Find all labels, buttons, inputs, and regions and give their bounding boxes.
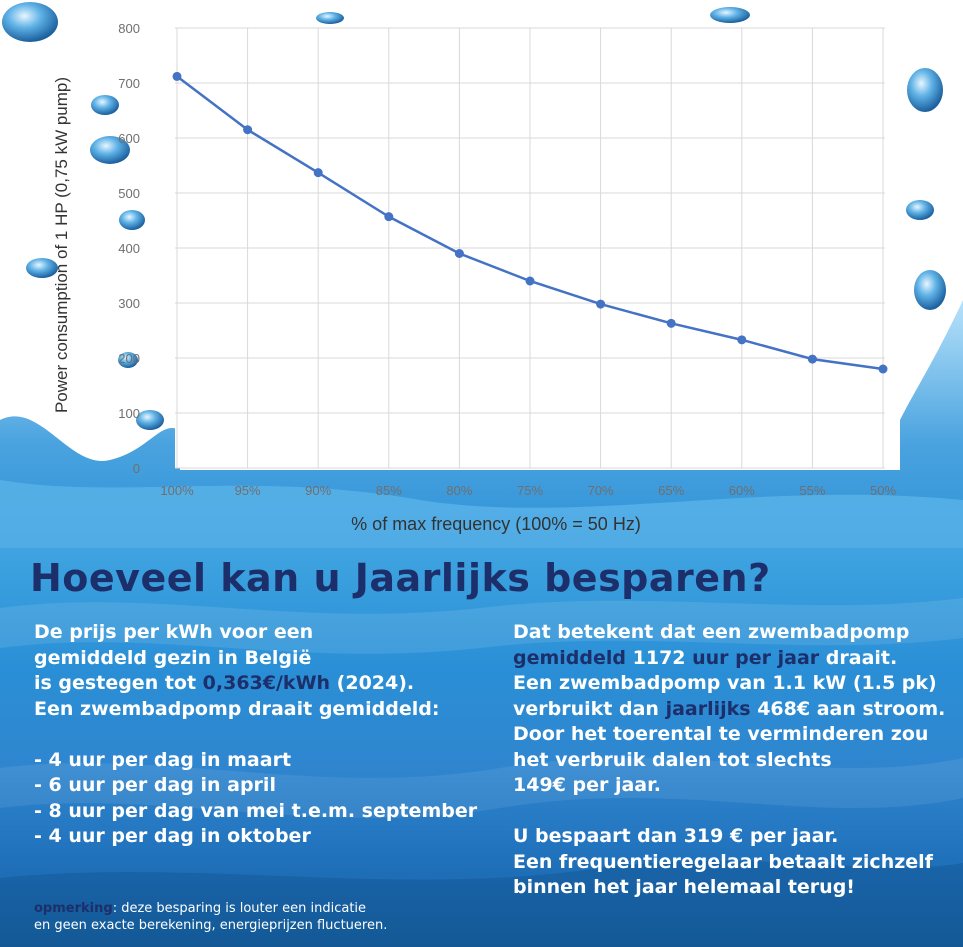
x-tick-label: 75% [516,483,544,498]
price-highlight: 0,363€/kWh [202,672,331,694]
x-tick-label: 95% [234,483,261,498]
data-point [455,249,464,258]
text-line: Een zwembadpomp draait gemiddeld: [34,697,440,720]
y-axis-title: Power consumption of 1 HP (0,75 kW pump) [52,76,71,414]
y-tick-label: 600 [118,131,140,146]
x-axis-title: % of max frequency (100% = 50 Hz) [351,514,641,534]
text-part: verbruikt dan [513,697,666,720]
x-tick-label: 55% [799,483,826,498]
spacer [34,722,504,748]
x-tick-label: 50% [869,483,897,498]
text-line: U bespaart dan 319 € per jaar. [513,825,839,847]
left-column [34,620,504,850]
x-tick-label: 65% [658,483,685,498]
x-tick-label: 80% [446,483,473,498]
footnote-label: opmerking [34,901,113,916]
text-line [513,646,958,672]
text-part: 468€ aan stroom. [750,697,946,720]
text-line [34,671,504,697]
y-tick-label: 300 [118,296,140,311]
list-item: - 4 uur per dag in oktober [34,825,311,847]
list-item: - 6 uur per dag in april [34,774,276,796]
y-tick-label: 800 [118,21,140,36]
headline: Hoeveel kan u Jaarlijks besparen? [30,556,771,600]
text-part: is gestegen tot [34,672,203,694]
y-tick-label: 400 [118,241,140,256]
text-line: Door het toerental te verminderen zou [513,723,929,745]
text-line: De prijs per kWh voor een [34,621,314,643]
y-tick-label: 500 [118,186,140,201]
x-tick-label: 70% [587,483,614,498]
data-point [879,365,888,374]
x-tick-label: 85% [375,483,402,498]
data-point [667,319,676,328]
y-tick-label: 0 [132,461,140,476]
x-tick-label: 60% [728,483,755,498]
x-tick-label: 100% [160,483,194,498]
data-point [596,300,605,309]
text-part: uur per jaar [685,646,820,669]
right-column [513,620,958,901]
text-part: draait. [819,646,898,669]
text-line: 149€ per jaar. [513,774,662,796]
text-line: Een frequentieregelaar betaalt zichzelf [513,850,933,873]
text-line [513,697,958,723]
y-tick-label: 200 [118,351,140,366]
hours-value: 1172 [632,646,686,669]
footnote-text: en geen exacte berekening, energieprijzen fluctueren. [34,918,388,933]
data-point [243,125,252,134]
data-point [526,277,535,286]
footnote-text: : deze besparing is louter een indicatie [112,901,367,916]
y-tick-label: 700 [118,76,140,91]
footnote [34,900,387,934]
list-item: - 8 uur per dag van mei t.e.m. september [34,799,478,822]
data-point [173,72,182,81]
y-tick-label: 100 [118,406,140,421]
text-line: binnen het jaar helemaal terug! [513,876,855,898]
text-line: het verbruik dalen tot slechts [513,748,832,771]
yearly-highlight: jaarlijks [665,697,751,720]
text-part: gemiddeld [513,646,633,669]
data-point [737,335,746,344]
spacer [513,799,958,825]
list-item: - 4 uur per dag in maart [34,748,292,771]
text-part: (2024). [330,672,415,694]
x-tick-label: 90% [305,483,332,498]
data-point [314,168,323,177]
text-line: Een zwembadpomp van 1.1 kW (1.5 pk) [513,672,937,694]
text-line: gemiddeld gezin in België [34,646,312,669]
data-point [808,355,817,364]
text-line: Dat betekent dat een zwembadpomp [513,621,910,643]
data-point [384,212,393,221]
